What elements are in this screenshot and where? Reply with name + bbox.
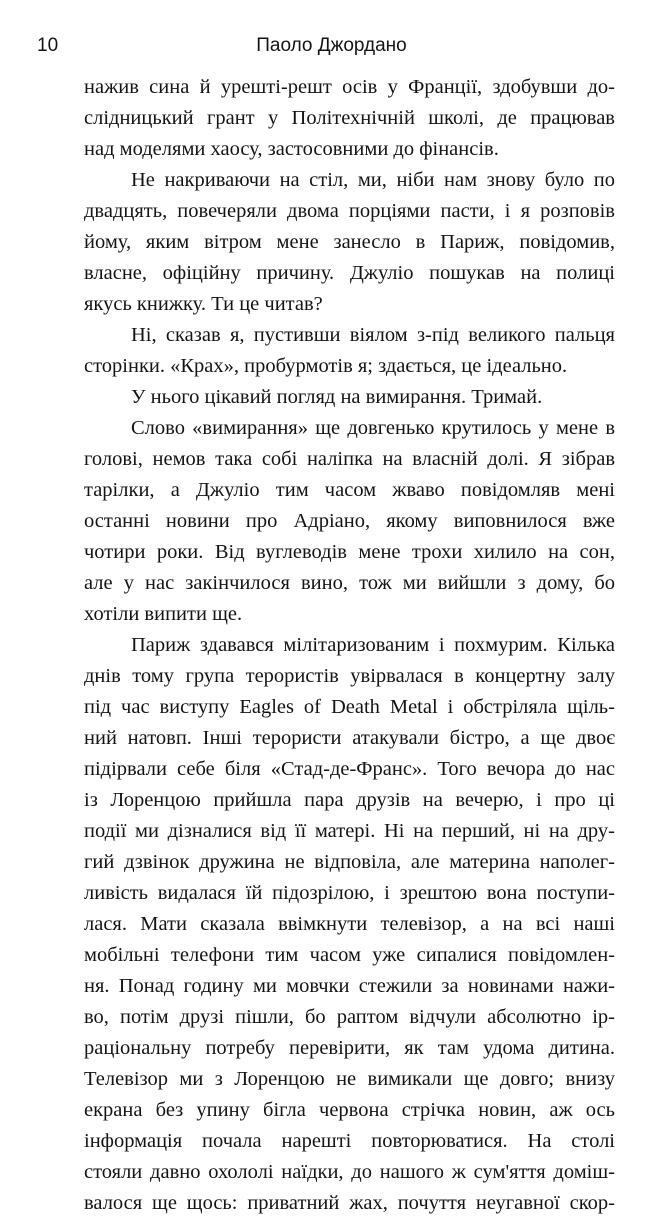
text-line: мобільні телефони тим часом уже сипалися повідомлен- <box>84 944 615 966</box>
text-line: Слово «вимирання» ще довгенько крутилось у мене в <box>131 417 615 439</box>
text-line: останні новини про Адріано, якому виповнилося вже <box>84 510 615 532</box>
text-line: лася. Мати сказала ввімкнути телевізор, а на всі наші <box>84 913 615 935</box>
text-line: Ні, сказав я, пустивши віялом з-під великого пальця <box>131 324 615 346</box>
text-line: гий дзвінок дружина не відповіла, але материна наполег- <box>84 851 615 873</box>
text-line: голові, немов така собі наліпка на власній долі. Я зібрав <box>84 448 615 470</box>
text-line: екрана без упину бігла червона стрічка новин, аж ось <box>84 1099 615 1121</box>
text-line: стояли давно охололі наїдки, до нашого ж сум'яття доміш- <box>84 1161 615 1183</box>
running-head <box>37 33 616 59</box>
text-line: Не накриваючи на стіл, ми, ніби нам знову було по <box>131 169 615 191</box>
text-line: ня. Понад годину ми мовчки стежили за новинами нажи- <box>84 975 615 997</box>
text-line: ний натовп. Інші терористи атакували бістро, а ще двоє <box>84 727 615 749</box>
text-line: нажив сина й урешті-решт осів у Франції, здобувши до- <box>84 76 615 98</box>
text-line: інформація почала нарешті повторюватися. На столі <box>84 1130 615 1152</box>
text-line: Телевізор ми з Лоренцою не вимикали ще довго; внизу <box>84 1068 615 1090</box>
text-line: валося ще щось: приватний жах, почуття неугавної скор- <box>84 1192 615 1214</box>
text-line: двадцять, повечеряли двома порціями пасти, і я розповів <box>84 200 615 222</box>
text-line: хотіли випити ще. <box>84 603 243 625</box>
text-line: під час виступу Eagles of Death Metal і обстріляла щіль- <box>84 696 615 718</box>
text-line: У нього цікавий погляд на вимирання. Тримай. <box>131 386 543 408</box>
text-line: над моделями хаосу, застосовними до фінансів. <box>84 138 499 160</box>
text-line: чотири роки. Від вуглеводів мене трохи хилило на сон, <box>84 541 615 563</box>
paragraph <box>37 72 615 165</box>
body-text <box>37 72 615 1219</box>
text-line: із Лоренцою прийшла пара друзів на вечерю, і про ці <box>84 789 615 811</box>
text-line: днів тому група терористів увірвалася в концертну залу <box>84 665 615 687</box>
paragraph <box>37 630 615 1219</box>
text-line: сторінки. «Крах», пробурмотів я; здається, це ідеально. <box>84 355 568 377</box>
text-line: підірвали себе біля «Стад-де-Франс». Того вечора до нас <box>84 758 615 780</box>
text-line: раціональну потребу перевірити, як там удома дитина. <box>84 1037 615 1059</box>
text-line: тарілки, а Джуліо тим часом жваво повідомляв мені <box>84 479 615 501</box>
running-head-author: Паоло Джордано <box>256 35 407 56</box>
text-line: якусь книжку. Ти це читав? <box>84 293 323 315</box>
text-line: Париж здавався мілітаризованим і похмурим. Кілька <box>131 634 615 656</box>
paragraph <box>37 320 615 382</box>
text-line: власне, офіційну причину. Джуліо пошукав на полиці <box>84 262 615 284</box>
text-line: ливість видалася їй підозрілою, і зрештою вона поступи- <box>84 882 615 904</box>
text-line: але у нас закінчилося вино, тож ми вийшли з дому, бо <box>84 572 615 594</box>
paragraph <box>37 165 615 320</box>
text-line: йому, яким вітром мене занесло в Париж, повідомив, <box>84 231 615 253</box>
text-line: слідницький грант у Політехнічній школі, де працював <box>84 107 615 129</box>
paragraph <box>37 413 615 630</box>
paragraph <box>37 382 615 413</box>
page-number: 10 <box>37 35 59 56</box>
text-line: події ми дізналися від її матері. Ні на перший, ні на дру- <box>84 820 615 842</box>
text-line: во, потім друзі пішли, бо раптом відчули абсолютно ір- <box>84 1006 615 1028</box>
